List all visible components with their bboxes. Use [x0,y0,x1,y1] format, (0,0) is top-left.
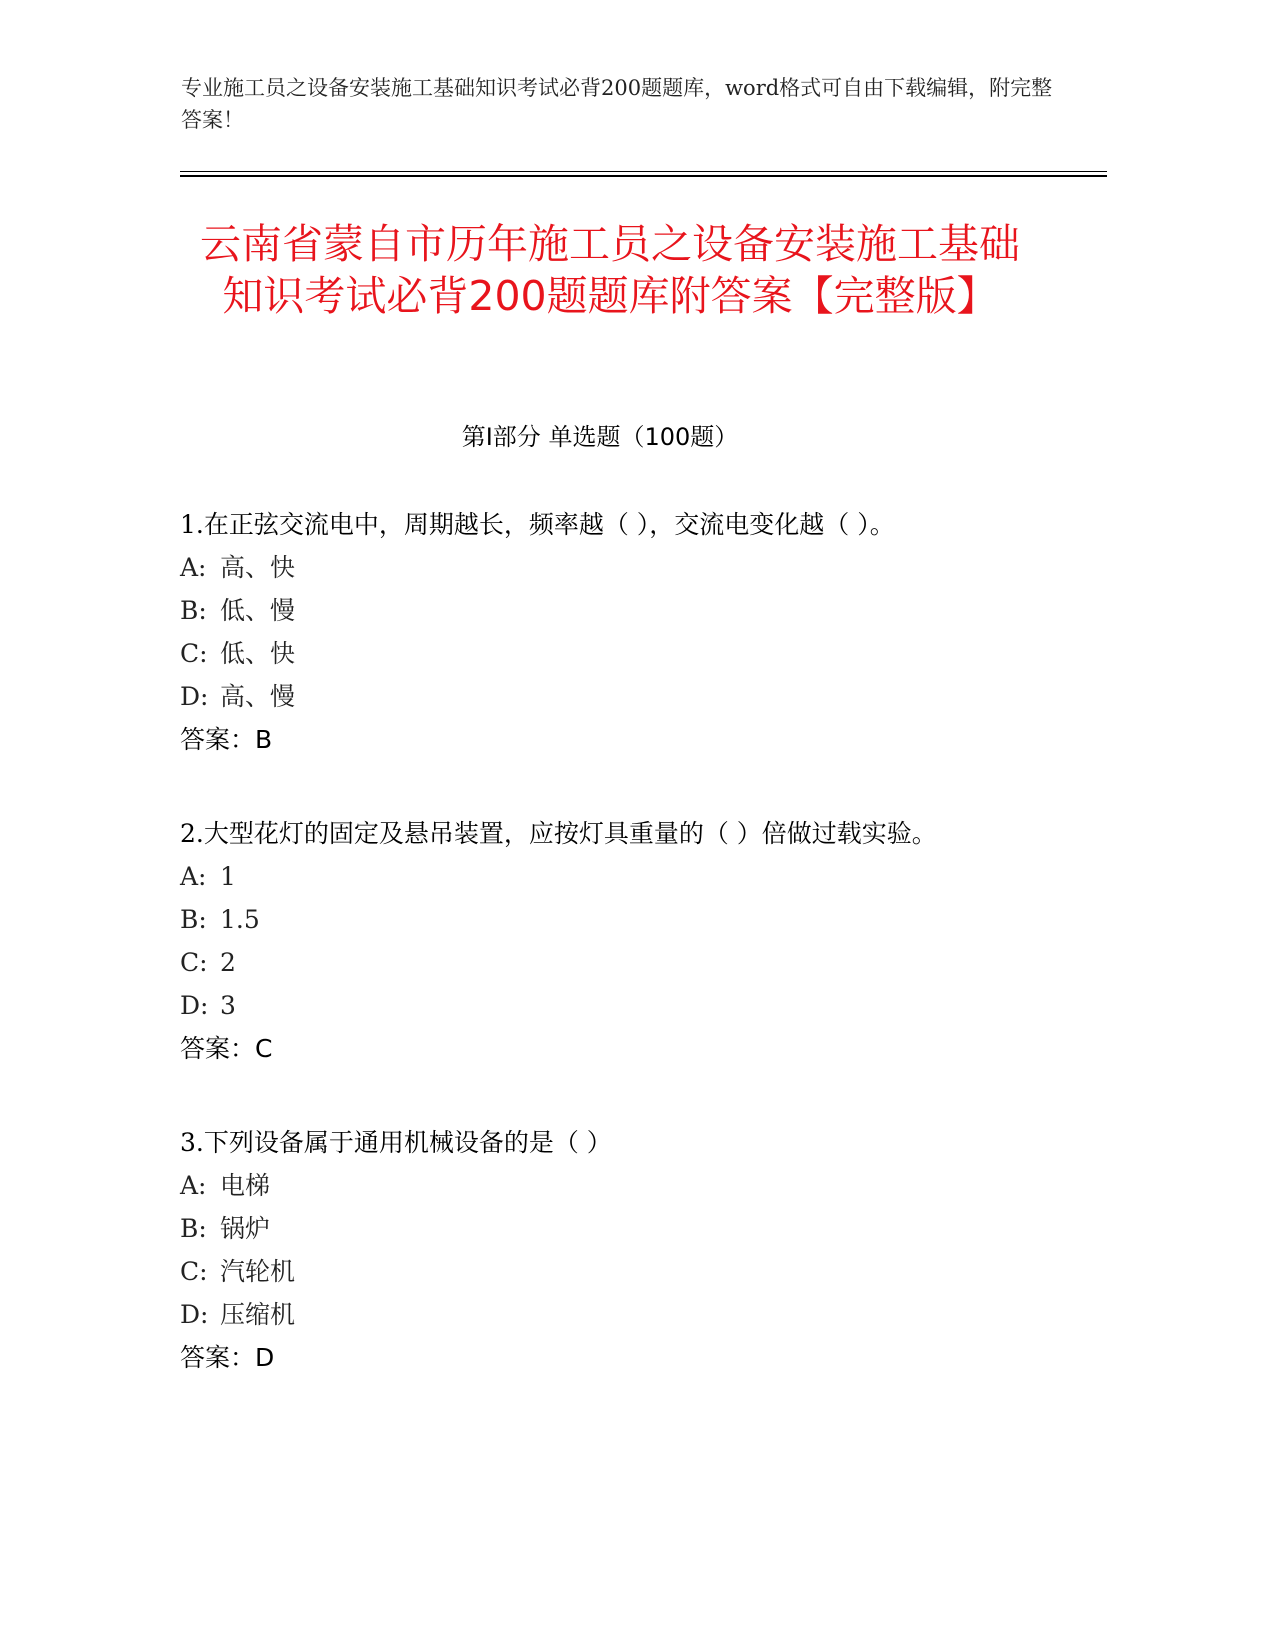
answer-line: 答案：D [180,1343,275,1372]
option-c [180,1255,1080,1289]
option-text: 电梯 [220,1171,271,1200]
option-letter: B: [180,905,207,934]
option-text: 低、慢 [220,596,296,625]
option-a [180,551,1080,585]
option-letter: A: [180,553,207,582]
option-letter: B: [180,1214,207,1243]
option-text: 高、慢 [220,682,296,711]
option-b [180,1212,1080,1246]
question-item [180,1126,1080,1375]
option-letter: A: [180,862,207,891]
option-letter: C: [180,639,208,668]
option-d [180,989,1080,1023]
option-d [180,680,1080,714]
question-text: 3.下列设备属于通用机械设备的是（ ） [180,1128,612,1157]
option-c [180,946,1080,980]
option-text: 汽轮机 [220,1257,296,1286]
option-b [180,903,1080,937]
option-b [180,594,1080,628]
question-text: 1.在正弦交流电中，周期越长，频率越（ ），交流电变化越（ ）。 [180,510,895,539]
option-text: 压缩机 [220,1300,296,1329]
option-text: 3 [220,991,236,1020]
question-item [180,508,1080,757]
section-heading: 第Ⅰ部分 单选题（100题） [461,423,739,451]
question-text: 2.大型花灯的固定及悬吊装置，应按灯具重量的（ ）倍做过载实验。 [180,819,937,848]
option-text: 1 [220,862,236,891]
option-letter: C: [180,1257,208,1286]
option-a [180,860,1080,894]
option-text: 锅炉 [220,1214,271,1243]
option-c [180,637,1080,671]
header-rule-thin [180,171,1107,172]
answer-line: 答案：C [180,1034,273,1063]
question-item [180,817,1080,1066]
option-letter: A: [180,1171,207,1200]
document-title: 云南省蒙自市历年施工员之设备安装施工基础知识考试必背200题题库附答案【完整版】 [200,220,1020,320]
option-letter: C: [180,948,208,977]
option-text: 高、快 [220,553,296,582]
option-letter: D: [180,1300,209,1329]
option-letter: B: [180,596,207,625]
option-text: 低、快 [220,639,296,668]
header-note: 专业施工员之设备安装施工基础知识考试必背200题题库，word格式可自由下载编辑，附完整答案！ [181,76,1053,132]
question-list [180,508,1080,1435]
option-text: 1.5 [220,905,260,934]
option-letter: D: [180,991,209,1020]
answer-line: 答案：B [180,725,273,754]
option-d [180,1298,1080,1332]
option-text: 2 [220,948,236,977]
option-a [180,1169,1080,1203]
option-letter: D: [180,682,209,711]
header-rule-thick [180,175,1107,177]
